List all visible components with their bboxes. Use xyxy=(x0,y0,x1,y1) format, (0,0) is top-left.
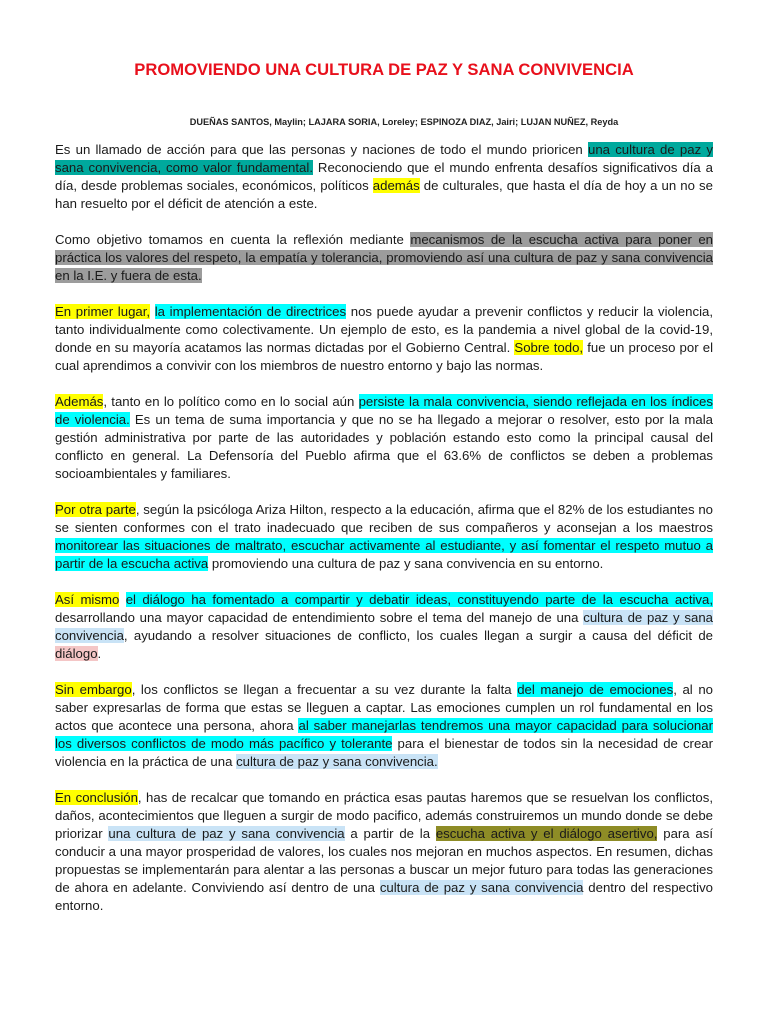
text-segment: dentro del respectivo entorno. xyxy=(55,880,713,913)
document-body xyxy=(55,141,713,933)
highlighted-text: mecanismos de la escucha activa para poner en práctica los valores del respeto, la empatía y tolerancia, promoviendo así una xyxy=(55,232,713,265)
text-segment: Es un llamado de acción para que las personas y naciones de todo el mundo prioricen xyxy=(55,142,588,157)
highlighted-text: Por otra parte xyxy=(55,502,136,517)
text-segment: fue un proceso por el cual aprendimos a convivir con los miembros de nuestro entorno y bajo las normas. xyxy=(55,340,714,373)
text-segment: de culturales, que hasta el día de hoy a un no se han resuelto por el déficit de atención a este. xyxy=(55,178,713,211)
highlighted-text: cultura de paz y sana convivencia en la I.E. y fuera de esta. xyxy=(55,250,713,283)
highlighted-text: escucha activa y el diálogo asertivo, xyxy=(435,826,658,841)
paragraph-p6 xyxy=(55,591,713,663)
text-segment: Reconociendo que el mundo enfrenta desafíos significativos día a día, desde problemas sociales, económicos, políticos xyxy=(55,160,713,193)
text-segment: a partir de la xyxy=(344,826,436,841)
paragraph-p4 xyxy=(55,393,713,483)
text-segment: para así conducir a una mayor prosperidad de valores, los cuales nos mejoran en muchos aspectos. En resumen, dichas propuestas se implementarán para alentar a las personas a buscar un mejor futuro para todas las generaciones de ahora en adelante. Conviviendo así dentro de una xyxy=(55,826,713,895)
text-segment: , tanto en lo político como en lo social aún xyxy=(103,394,359,409)
text-segment: Es un tema de suma importancia y que no se ha llegado a mejorar o resolver, esto por la mala gestión administrativa por parte de las autoridades y población estando esto como la principal causal del conflicto en general. La Defensoría del Pueblo afirma que el 63.6% de conflictos se deben a problemas socioambientales y familiares. xyxy=(55,412,713,481)
highlighted-text: la implementación de directrices xyxy=(154,304,347,319)
paragraph-p1 xyxy=(55,141,713,213)
text-segment: , los conflictos se llegan a frecuentar a su vez durante la falta xyxy=(131,682,518,697)
text-segment: , has de recalcar que tomando en práctica esas pautas haremos que se resuelvan los conflictos, daños, acontecimientos que lleguen a surgir de modo pacifico, además construiremos un mundo donde se debe priorizar xyxy=(55,790,713,841)
paragraph-p8 xyxy=(55,789,713,915)
highlighted-text: una cultura de paz y sana convivencia, como valor fundamental. xyxy=(55,142,713,175)
text-segment: , al no saber expresarlas de forma que estas se lleguen a captar. Las emociones cumplen un rol fundamental en los actos que acontece una persona, ahora xyxy=(55,682,713,733)
highlighted-text: Sobre todo, xyxy=(514,340,584,355)
paragraph-p7 xyxy=(55,681,713,771)
text-segment: , según la psicóloga Ariza Hilton, respecto a la educación, afirma que el 82% de los estudiantes no se sienten conformes con el trato inadecuado que reciben de sus compañeros y aconsejan a los maestros xyxy=(55,502,713,535)
paragraph-p3 xyxy=(55,303,713,375)
highlighted-text: En primer lugar, xyxy=(55,304,151,319)
text-segment: promoviendo una cultura de paz y sana convivencia en su entorno. xyxy=(208,556,604,571)
highlighted-text: cultura de paz y sana convivencia xyxy=(55,610,713,643)
document-title: PROMOVIENDO UNA CULTURA DE PAZ Y SANA CONVIVENCIA xyxy=(134,60,634,79)
highlighted-text: En conclusión xyxy=(55,790,138,805)
highlighted-text: monitorear las situaciones de maltrato, escuchar activamente al estudiante, y así fomentar el respeto mutuo a partir de la escucha activa xyxy=(55,538,713,571)
text-segment: Como objetivo tomamos en cuenta la reflexión mediante xyxy=(55,232,411,247)
text-segment: nos puede ayudar a prevenir conflictos y reducir la violencia, tanto individualmente como colectivamente. Un ejemplo de esto, es la pandemia a nivel global de la covid-19, donde en su mayoría acatamos las normas dictadas por el Gobierno Central. xyxy=(55,304,713,355)
highlighted-text: cultura de paz y sana convivencia. xyxy=(236,754,438,769)
highlighted-text: diálogo xyxy=(55,646,98,661)
paragraph-p2 xyxy=(55,231,713,285)
highlighted-text: Además xyxy=(55,394,104,409)
text-segment: , ayudando a resolver situaciones de conflicto, los cuales llegan a surgir a causa del déficit de xyxy=(123,628,713,643)
highlighted-text: además xyxy=(372,178,420,193)
text-segment xyxy=(119,592,125,607)
text-segment: para el bienestar de todos sin la necesidad de crear violencia en la práctica de una xyxy=(55,736,714,769)
highlighted-text: del manejo de emociones xyxy=(517,682,674,697)
text-segment: . xyxy=(97,646,102,661)
highlighted-text: cultura de paz y sana convivencia xyxy=(379,880,584,895)
highlighted-text: persiste la mala convivencia, siendo reflejada en los índices de violencia. xyxy=(55,394,713,427)
highlighted-text: Sin embargo xyxy=(55,682,132,697)
highlighted-text: el diálogo ha fomentado a compartir y debatir ideas, constituyendo parte de la escucha activa, xyxy=(125,592,714,607)
highlighted-text: al saber manejarlas tendremos una mayor capacidad para solucionar los diversos conflictos de modo más pacífico y tolerante xyxy=(55,718,713,751)
highlighted-text: Así mismo xyxy=(55,592,120,607)
paragraph-p5 xyxy=(55,501,713,573)
highlighted-text: una cultura de paz y sana convivencia xyxy=(108,826,345,841)
document-authors: DUEÑAS SANTOS, Maylin; LAJARA SORIA, Loreley; ESPINOZA DIAZ, Jairi; LUJAN NUÑEZ, Reyda xyxy=(189,117,619,127)
text-segment: desarrollando una mayor capacidad de entendimiento sobre el tema del manejo de una xyxy=(55,610,584,625)
